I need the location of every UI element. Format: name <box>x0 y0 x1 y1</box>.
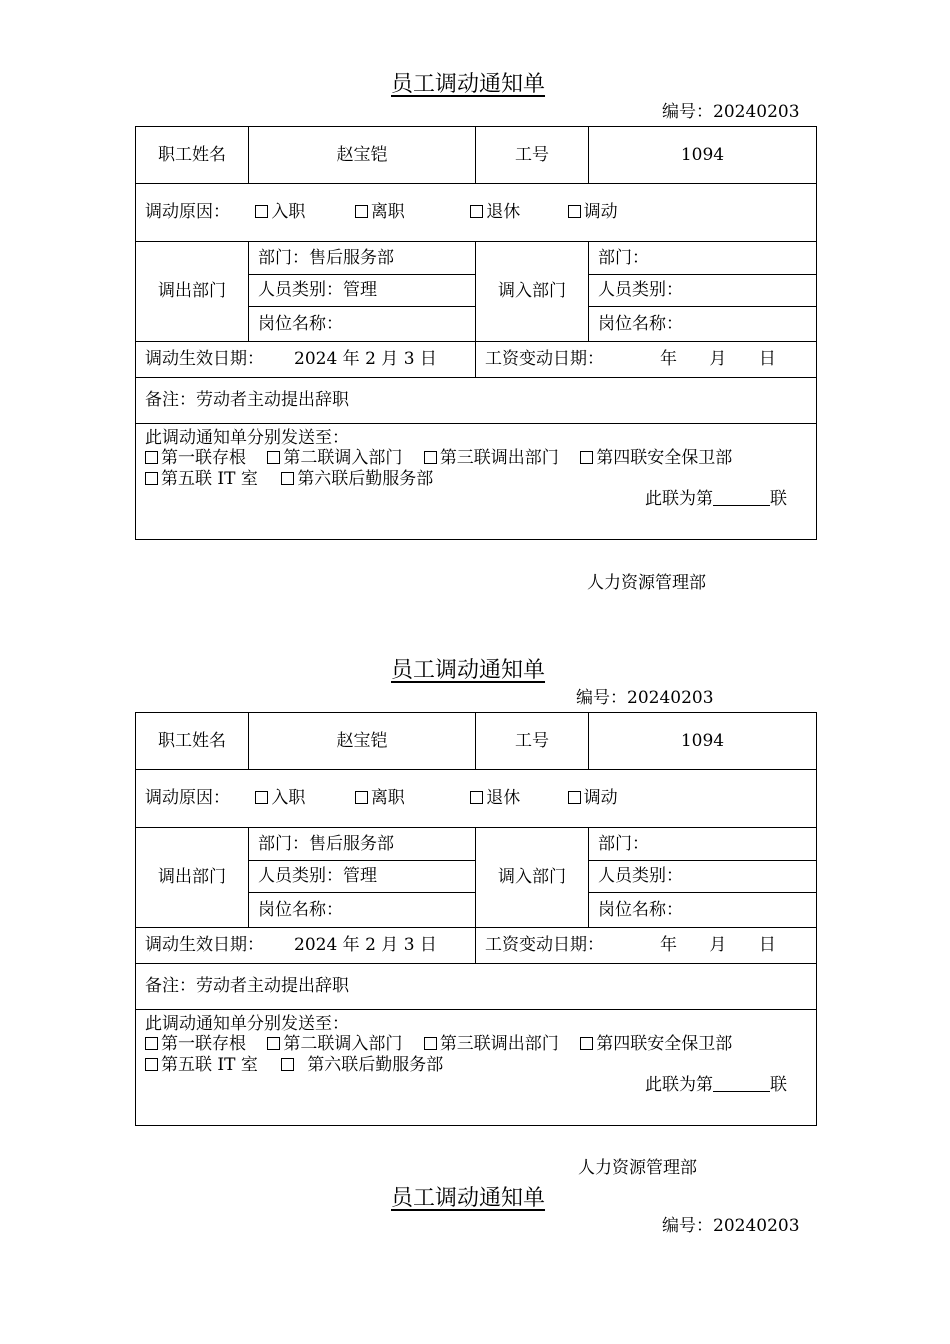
form-title: 员工调动通知单 <box>391 72 546 97</box>
name-label: 职工姓名 <box>136 713 249 770</box>
reason-checkbox-transfer[interactable]: 调动 <box>568 788 618 808</box>
out-position[interactable]: 岗位名称： <box>249 893 476 928</box>
checkbox-icon <box>145 1037 158 1050</box>
effective-date-cell <box>136 928 476 964</box>
checkbox-icon <box>470 205 483 218</box>
distribution-section <box>136 1010 817 1126</box>
reason-checkbox-join[interactable]: 入职 <box>255 202 305 222</box>
copy-checkbox-4[interactable]: 第四联安全保卫部 <box>580 1034 732 1054</box>
transfer-reason-label: 调动原因： <box>145 202 230 223</box>
checkbox-icon <box>145 1058 158 1071</box>
checkbox-icon <box>267 451 280 464</box>
copy-checkbox-3[interactable]: 第三联调出部门 <box>424 1034 559 1054</box>
copy-number-blank[interactable] <box>713 491 770 506</box>
employee-id-label: 工号 <box>476 127 589 184</box>
transfer-reason-row <box>136 184 817 242</box>
in-position[interactable]: 岗位名称： <box>589 307 817 342</box>
checkbox-icon <box>470 791 483 804</box>
name-label: 职工姓名 <box>136 127 249 184</box>
checkbox-icon <box>145 451 158 464</box>
copy-checkbox-6[interactable]: 第六联后勤服务部 <box>281 1055 443 1075</box>
checkbox-icon <box>255 205 268 218</box>
employee-id-value: 1094 <box>589 713 817 770</box>
distribution-section <box>136 424 817 540</box>
copy-number-line: 此联为第 联 <box>645 1075 787 1096</box>
checkbox-icon <box>281 1058 294 1071</box>
copy-checkbox-1[interactable]: 第一联存根 <box>145 448 246 468</box>
checkbox-icon <box>355 205 368 218</box>
transfer-in-label: 调入部门 <box>476 828 589 928</box>
transfer-out-label: 调出部门 <box>136 242 249 342</box>
copy-number-blank[interactable] <box>713 1077 770 1092</box>
salary-date-label: 工资变动日期： <box>485 349 604 370</box>
checkbox-icon <box>568 205 581 218</box>
remark: 备注：劳动者主动提出辞职 <box>136 964 817 1010</box>
distribution-row-1 <box>145 1034 807 1054</box>
reason-checkbox-transfer[interactable]: 调动 <box>568 202 618 222</box>
copy-checkbox-6[interactable]: 第六联后勤服务部 <box>281 469 433 489</box>
transfer-form-table <box>135 126 817 540</box>
copy-number-line: 此联为第 联 <box>645 489 787 510</box>
salary-date-cell <box>476 928 817 964</box>
transfer-in-label: 调入部门 <box>476 242 589 342</box>
remark: 备注：劳动者主动提出辞职 <box>136 378 817 424</box>
checkbox-icon <box>424 1037 437 1050</box>
copy-checkbox-5[interactable]: 第五联 IT 室 <box>145 1055 258 1075</box>
effective-date-label: 调动生效日期： <box>145 935 264 956</box>
serial-number: 编号：20240203 <box>662 102 800 122</box>
department-signature: 人力资源管理部 <box>587 573 706 593</box>
form-title: 员工调动通知单 <box>391 658 546 683</box>
department-signature: 人力资源管理部 <box>578 1158 697 1178</box>
checkbox-icon <box>580 451 593 464</box>
salary-date-value[interactable]: 年 月 日 <box>660 349 776 370</box>
name-value: 赵宝铠 <box>249 713 476 770</box>
copy-checkbox-4[interactable]: 第四联安全保卫部 <box>580 448 732 468</box>
checkbox-icon <box>255 791 268 804</box>
effective-date-value: 2024 年 2 月 3 日 <box>294 935 437 956</box>
checkbox-icon <box>355 791 368 804</box>
checkbox-icon <box>281 472 294 485</box>
copy-checkbox-5[interactable]: 第五联 IT 室 <box>145 469 258 489</box>
in-department[interactable]: 部门： <box>589 242 817 275</box>
reason-checkbox-retire[interactable]: 退休 <box>470 788 520 808</box>
reason-checkbox-leave[interactable]: 离职 <box>355 202 405 222</box>
distribution-label: 此调动通知单分别发送至： <box>145 1014 349 1034</box>
out-department: 部门：售后服务部 <box>249 828 476 861</box>
reason-checkbox-leave[interactable]: 离职 <box>355 788 405 808</box>
checkbox-icon <box>568 791 581 804</box>
effective-date-label: 调动生效日期： <box>145 349 264 370</box>
form-title: 员工调动通知单 <box>391 1186 546 1211</box>
distribution-row-1 <box>145 448 807 468</box>
salary-date-label: 工资变动日期： <box>485 935 604 956</box>
reason-checkbox-retire[interactable]: 退休 <box>470 202 520 222</box>
salary-date-cell <box>476 342 817 378</box>
copy-checkbox-3[interactable]: 第三联调出部门 <box>424 448 559 468</box>
effective-date-cell <box>136 342 476 378</box>
transfer-reason-row <box>136 770 817 828</box>
distribution-row-2 <box>145 469 807 489</box>
checkbox-icon <box>580 1037 593 1050</box>
copy-checkbox-1[interactable]: 第一联存根 <box>145 1034 246 1054</box>
checkbox-icon <box>267 1037 280 1050</box>
out-staff-category: 人员类别：管理 <box>249 861 476 893</box>
checkbox-icon <box>424 451 437 464</box>
effective-date-value: 2024 年 2 月 3 日 <box>294 349 437 370</box>
serial-number: 编号：20240203 <box>662 1216 800 1236</box>
in-staff-category[interactable]: 人员类别： <box>589 275 817 307</box>
serial-number: 编号：20240203 <box>576 688 714 708</box>
reason-checkbox-join[interactable]: 入职 <box>255 788 305 808</box>
out-department: 部门：售后服务部 <box>249 242 476 275</box>
in-position[interactable]: 岗位名称： <box>589 893 817 928</box>
employee-id-label: 工号 <box>476 713 589 770</box>
copy-checkbox-2[interactable]: 第二联调入部门 <box>267 448 402 468</box>
out-position[interactable]: 岗位名称： <box>249 307 476 342</box>
in-department[interactable]: 部门： <box>589 828 817 861</box>
salary-date-value[interactable]: 年 月 日 <box>660 935 776 956</box>
distribution-label: 此调动通知单分别发送至： <box>145 428 349 448</box>
transfer-form-table <box>135 712 817 1126</box>
out-staff-category: 人员类别：管理 <box>249 275 476 307</box>
in-staff-category[interactable]: 人员类别： <box>589 861 817 893</box>
copy-checkbox-2[interactable]: 第二联调入部门 <box>267 1034 402 1054</box>
transfer-reason-label: 调动原因： <box>145 788 230 809</box>
distribution-row-2 <box>145 1055 807 1075</box>
name-value: 赵宝铠 <box>249 127 476 184</box>
transfer-out-label: 调出部门 <box>136 828 249 928</box>
employee-id-value: 1094 <box>589 127 817 184</box>
checkbox-icon <box>145 472 158 485</box>
